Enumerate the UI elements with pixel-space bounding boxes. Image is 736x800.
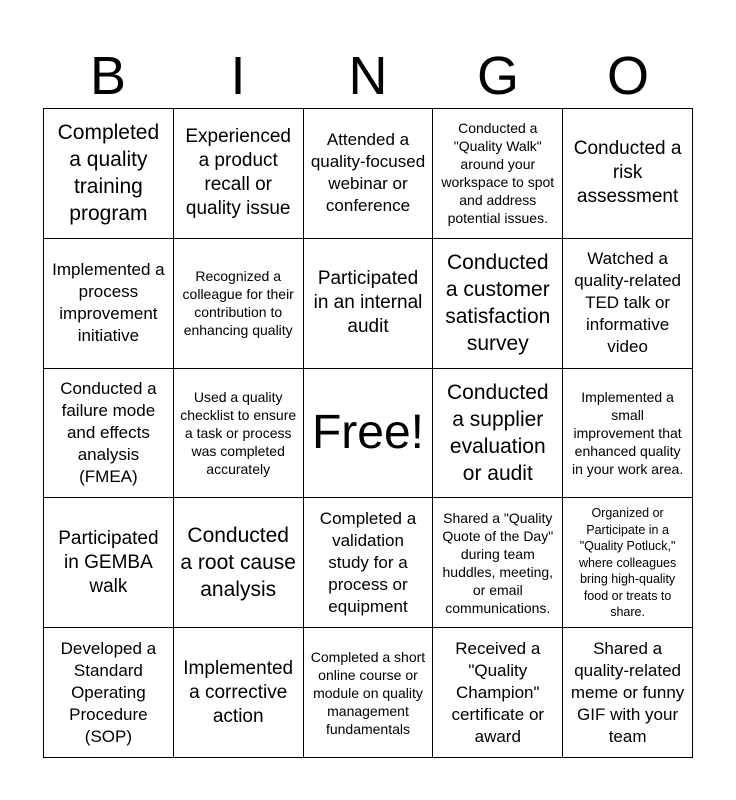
- bingo-cell[interactable]: [174, 369, 304, 499]
- cell-text: Watched a quality-related TED talk or informative video: [574, 249, 681, 357]
- bingo-cell[interactable]: [563, 369, 693, 499]
- cell-text: Recognized a colleague for their contribution to enhancing quality: [182, 268, 294, 339]
- cell-text: Received a "Quality Champion" certificate or award: [451, 638, 545, 746]
- cell-text: Used a quality checklist to ensure a task or process was completed accurately: [180, 388, 297, 477]
- free-space-text: Free!: [311, 405, 424, 459]
- cell-text: Conducted a "Quality Walk" around your workspace to spot and address potential issues.: [441, 120, 555, 227]
- bingo-cell[interactable]: [174, 239, 304, 369]
- cell-text: Implemented a small improvement that enhanced quality in your work area.: [571, 388, 684, 477]
- bingo-cell[interactable]: [44, 498, 174, 628]
- cell-text: Completed a short online course or module on quality management fundamentals: [310, 648, 426, 737]
- bingo-cell[interactable]: [563, 498, 693, 628]
- bingo-cell[interactable]: [44, 628, 174, 758]
- header-letter-g: G: [476, 46, 519, 106]
- cell-text: Attended a quality-focused webinar or conference: [310, 130, 426, 216]
- bingo-cell[interactable]: [44, 239, 174, 369]
- header-letter-o: O: [606, 46, 649, 106]
- bingo-cell[interactable]: [433, 369, 563, 499]
- cell-text: Organized or Participate in a "Quality Potluck," where colleagues bring high-quality food or treats to share.: [578, 506, 677, 620]
- cell-text: Implemented a process improvement initiative: [52, 260, 165, 346]
- bingo-card-grid: [43, 108, 693, 758]
- cell-text: Experienced a product recall or quality issue: [185, 126, 291, 220]
- bingo-cell[interactable]: [563, 109, 693, 239]
- header-letter-b: B: [89, 46, 127, 106]
- cell-text: Conducted a failure mode and effects analysis (FMEA): [60, 378, 157, 486]
- cell-text: Conducted a supplier evaluation or audit: [447, 380, 549, 485]
- header-letter-n: N: [348, 46, 388, 106]
- bingo-header: [43, 44, 693, 108]
- bingo-cell[interactable]: [563, 239, 693, 369]
- cell-text: Shared a "Quality Quote of the Day" during team huddles, meeting, or email communications.: [442, 509, 554, 616]
- cell-text: Participated in an internal audit: [313, 268, 423, 338]
- header-letter-i: I: [230, 46, 246, 106]
- bingo-cell[interactable]: [304, 239, 434, 369]
- cell-text: Developed a Standard Operating Procedure (SOP): [60, 638, 157, 746]
- cell-text: Participated in GEMBA walk: [58, 527, 159, 597]
- bingo-cell[interactable]: [433, 628, 563, 758]
- bingo-cell[interactable]: [174, 498, 304, 628]
- cell-text: Shared a quality-related meme or funny GIF with your team: [570, 638, 685, 746]
- bingo-cell[interactable]: [174, 628, 304, 758]
- bingo-cell[interactable]: [433, 109, 563, 239]
- cell-text: Completed a quality training program: [57, 121, 160, 226]
- bingo-cell[interactable]: [44, 369, 174, 499]
- bingo-cell[interactable]: [433, 239, 563, 369]
- bingo-cell[interactable]: [433, 498, 563, 628]
- cell-text: Implemented a corrective action: [183, 657, 294, 727]
- bingo-cell[interactable]: [304, 628, 434, 758]
- bingo-cell[interactable]: [304, 109, 434, 239]
- cell-text: Completed a validation study for a process or equipment: [319, 508, 417, 616]
- bingo-cell[interactable]: [174, 109, 304, 239]
- bingo-cell[interactable]: [304, 498, 434, 628]
- bingo-cell-free[interactable]: [304, 369, 434, 499]
- cell-text: Conducted a risk assessment: [573, 138, 682, 208]
- bingo-cell[interactable]: [44, 109, 174, 239]
- cell-text: Conducted a customer satisfaction survey: [445, 251, 551, 356]
- bingo-cell[interactable]: [563, 628, 693, 758]
- cell-text: Conducted a root cause analysis: [180, 524, 296, 602]
